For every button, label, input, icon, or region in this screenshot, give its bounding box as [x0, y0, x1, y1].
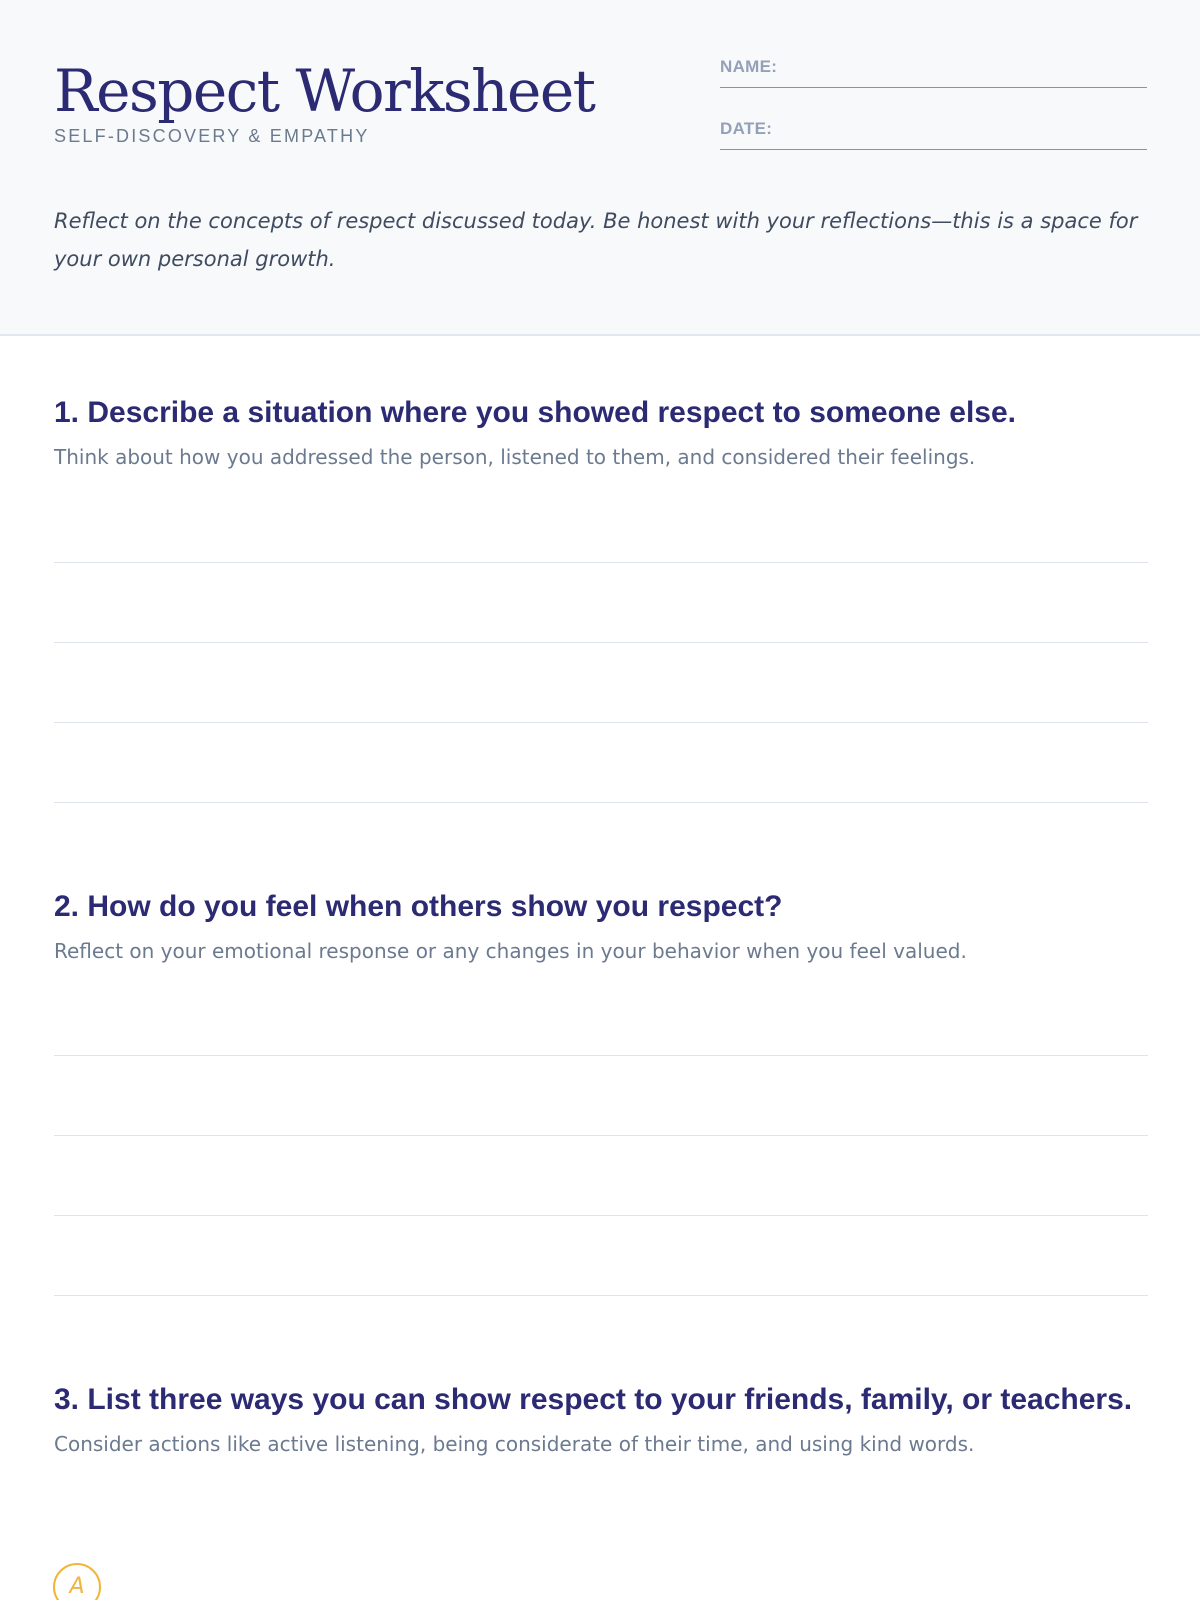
list-marker-a	[53, 1563, 101, 1600]
question-3-hint: Consider actions like active listening, being considerate of their time, and using kind words.	[54, 1432, 975, 1456]
date-label: DATE:	[720, 119, 773, 138]
question-2-hint: Reflect on your emotional response or any changes in your behavior when you feel valued.	[54, 939, 967, 963]
intro-text: Reflect on the concepts of respect discussed today. Be honest with your reflections—this is a space for your own personal growth.	[54, 209, 1138, 271]
date-field[interactable]	[720, 119, 1147, 150]
question-1-hint: Think about how you addressed the person, listened to them, and considered their feelings.	[54, 445, 976, 469]
question-1-title: 1. Describe a situation where you showed respect to someone else.	[54, 396, 1016, 429]
answer-line[interactable]	[54, 1135, 1148, 1136]
question-3-title: 3. List three ways you can show respect to your friends, family, or teachers.	[54, 1383, 1133, 1416]
worksheet-header	[0, 0, 1200, 336]
answer-line[interactable]	[54, 562, 1148, 563]
question-1	[54, 390, 1148, 472]
name-label: NAME:	[720, 57, 778, 76]
page-subtitle: SELF-DISCOVERY & EMPATHY	[54, 126, 370, 146]
list-marker-letter: A	[69, 1574, 85, 1599]
page-title: Respect Worksheet	[54, 57, 595, 125]
answer-line[interactable]	[54, 722, 1148, 723]
answer-line[interactable]	[54, 642, 1148, 643]
answer-line[interactable]	[54, 802, 1148, 803]
question-3	[54, 1377, 1148, 1459]
question-2	[54, 884, 1148, 966]
name-field[interactable]	[720, 57, 1147, 88]
answer-line[interactable]	[54, 1055, 1148, 1056]
question-2-title: 2. How do you feel when others show you respect?	[54, 890, 783, 923]
answer-line[interactable]	[54, 1215, 1148, 1216]
answer-line[interactable]	[54, 1295, 1148, 1296]
